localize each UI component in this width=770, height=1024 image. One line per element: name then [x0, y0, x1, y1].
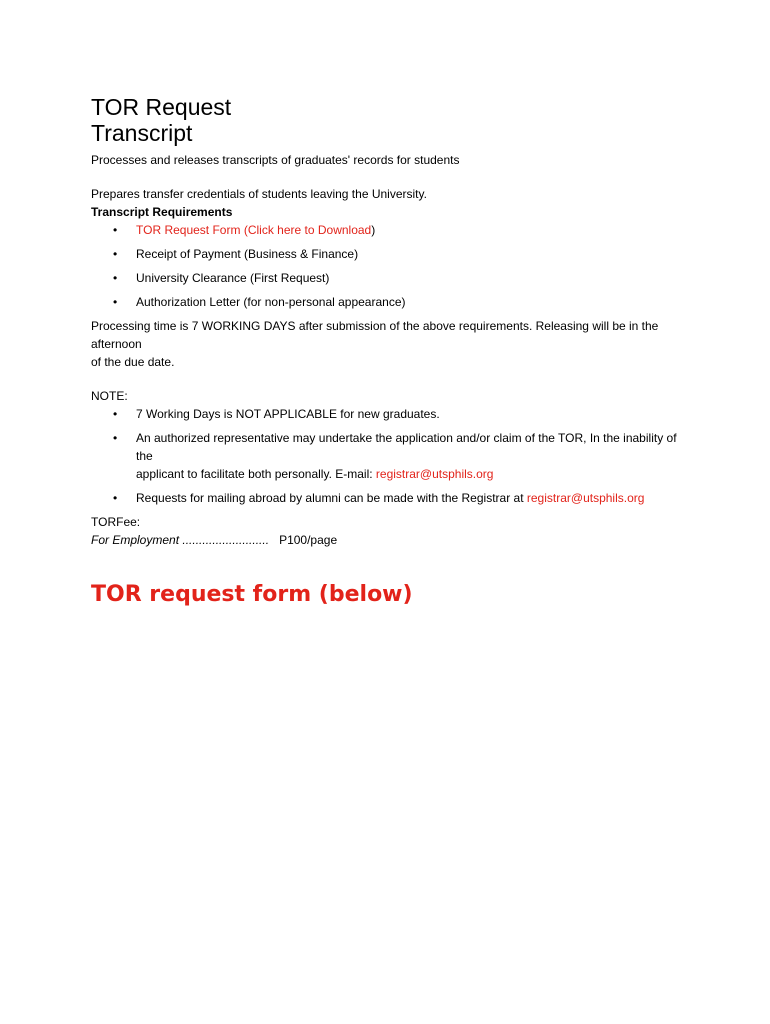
registrar-email-link[interactable]: registrar@utsphils.org: [375, 467, 494, 481]
list-item: [91, 293, 691, 311]
registrar-email-link[interactable]: registrar@utsphils.org: [526, 491, 645, 505]
processing-text: [91, 317, 691, 371]
requirements-list: [91, 221, 691, 311]
note-text: An authorized representative may undertake the application and/or claim of the TOR, In the inability of the: [136, 431, 677, 463]
transfer-text: Prepares transfer credentials of students leaving the University.: [91, 187, 427, 201]
requirement-text: Authorization Letter (for non-personal appearance): [136, 295, 406, 309]
paren-close: ): [371, 223, 376, 237]
paren-open: (: [240, 223, 248, 237]
bullet: •: [113, 247, 118, 261]
requirement-text: Receipt of Payment (Business & Finance): [136, 247, 359, 261]
document-body: [91, 94, 691, 549]
fee-heading: TORFee:: [91, 515, 141, 529]
list-item: [91, 405, 691, 423]
note-text: 7 Working Days is NOT APPLICABLE for new graduates.: [136, 407, 440, 421]
bullet: •: [113, 491, 118, 505]
intro-text: Processes and releases transcripts of graduates' records for students: [91, 153, 460, 167]
tor-request-form-link[interactable]: TOR Request Form: [136, 223, 241, 237]
list-item: [91, 221, 691, 239]
fee-label: For Employment ..........................: [91, 533, 270, 547]
fee-value: P100/page: [279, 533, 338, 547]
list-item: [91, 429, 691, 483]
bullet: •: [113, 223, 118, 237]
download-link[interactable]: Click here to Download: [247, 223, 372, 237]
requirement-text: University Clearance (First Request): [136, 271, 330, 285]
list-item: [91, 245, 691, 263]
note-text: applicant to facilitate both personally. E-mail:: [136, 467, 376, 481]
bullet: •: [113, 407, 118, 421]
title-line-1: TOR Request: [91, 94, 232, 120]
requirements-heading: Transcript Requirements: [91, 205, 233, 219]
list-item: [91, 269, 691, 287]
bullet: •: [113, 431, 118, 445]
page-title: [91, 94, 691, 146]
processing-line-1: Processing time is 7 WORKING DAYS after submission of the above requirements. Releasing will be in the afternoon: [91, 319, 659, 351]
list-item: [91, 489, 691, 507]
processing-line-2: of the due date.: [91, 355, 175, 369]
bullet: •: [113, 295, 118, 309]
title-line-2: Transcript: [91, 120, 193, 146]
notes-list: [91, 405, 691, 507]
note-heading: NOTE:: [91, 389, 128, 403]
fee-row: [91, 531, 691, 549]
bullet: •: [113, 271, 118, 285]
form-heading: TOR request form (below): [91, 582, 413, 607]
note-text: Requests for mailing abroad by alumni can be made with the Registrar at: [136, 491, 527, 505]
